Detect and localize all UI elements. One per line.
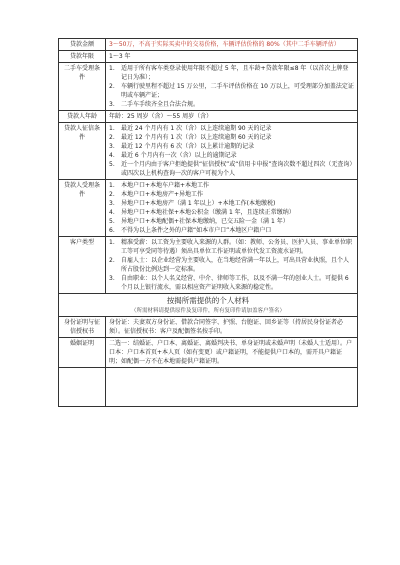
table-row — [59, 111, 358, 123]
list-item — [109, 208, 354, 217]
loan-term-label: 贷款年限 — [59, 51, 106, 63]
list-item — [109, 64, 354, 82]
customer-type-conditions — [106, 237, 358, 294]
item-number: 1. — [109, 65, 115, 72]
age-value: 年龄：25 周岁（含）～55 周岁（含） — [106, 111, 358, 123]
list-item — [109, 133, 354, 142]
list-item — [109, 199, 354, 208]
item-number: 2. — [109, 257, 115, 264]
empty-cell — [106, 368, 358, 407]
item-number: 4. — [109, 209, 115, 216]
item-number: 1. — [109, 182, 115, 189]
materials-section-header — [59, 294, 358, 317]
item-number: 3. — [109, 200, 115, 207]
item-text: 自雇人士：以企业经营为主要收入，在当地经营满一年以上，可出具营业执照，且个人所占股份比例达到一定标准。 — [121, 257, 350, 273]
item-number: 3. — [109, 143, 115, 150]
table-row — [59, 317, 358, 338]
item-text: 最近 12 个月内有 1 次（含）以上连续逾期 60 天的记录 — [121, 134, 272, 141]
list-item — [109, 226, 354, 235]
table-row — [59, 338, 358, 368]
item-text: 近一个月内由于客户拒绝提供“征信授权”或“信用卡申报”查询次数不超过四次（无查询）或四次以上机构查询一次的客户可视为个人 — [121, 161, 353, 177]
list-item — [109, 142, 354, 151]
list-item — [109, 256, 354, 274]
item-number: 2. — [109, 191, 115, 198]
table-row — [59, 123, 358, 180]
loan-amount-value — [106, 39, 358, 51]
list-item — [109, 82, 354, 100]
age-label: 贷款人年龄 — [59, 111, 106, 123]
customer-type-label: 客户类型 — [59, 237, 106, 294]
used-car-conditions — [106, 63, 358, 111]
list-item — [109, 274, 354, 292]
table-row — [59, 294, 358, 317]
list-item — [109, 181, 354, 190]
item-text: 最近 6 个月内有一次（含）以上的逾期记录 — [121, 152, 237, 159]
item-text: 适用于所有客车类登录使用年限不超过 5 年，且车龄+贷款年限≤8 年（以首次上牌登记日为准）； — [121, 65, 349, 81]
item-text: 车辆行驶里程不超过 15 万公里，二手车评估价格在 10 万以上，可受理部分加盖法定证明或车辆产证； — [121, 83, 354, 99]
item-text: 异地户口+本地房产（满 1 年以上）+本地工作(本地缴税) — [121, 200, 276, 207]
table-row — [59, 180, 358, 237]
item-text: 本地户口+本地车户籍+本地工作 — [121, 182, 210, 189]
item-text: 异地户口+本地社保+本地公积金（缴满 1 年，且连续正常缴纳） — [121, 209, 295, 216]
loan-conditions-table — [58, 38, 358, 407]
credit-label: 贷款人征信条件 — [59, 123, 106, 180]
item-number: 2. — [109, 83, 115, 90]
item-number: 6. — [109, 227, 115, 234]
list-item — [109, 190, 354, 199]
marital-label: 婚姻证明 — [59, 338, 106, 368]
item-number: 1. — [109, 239, 115, 246]
item-text: 自由职业：以个人名义经营、中介、律师等工作，以及不满一年的创业人士。可提供 6 个月以上银行流水，需以相应资产证明收入来源的稳定性。 — [121, 275, 349, 291]
identity-label: 身份证明与征信授权书 — [59, 317, 106, 338]
empty-cell — [59, 368, 106, 407]
item-number: 1. — [109, 125, 115, 132]
item-text: 最近 24 个月内有 1 次（含）以上连续逾期 90 天的记录 — [121, 125, 272, 132]
used-car-label: 二手车受理条件 — [59, 63, 106, 111]
list-item — [109, 217, 354, 226]
list-item — [109, 124, 354, 133]
item-text: 本地户口+本地房产+异地工作 — [121, 191, 204, 198]
item-text: 精准受薪：以工资为主要收入来源的人群。（如：教师、公务员、医护人员、事业单位职工等可享受同等待遇）须出具单位工作证明或单位代发工资流水证明。 — [121, 239, 353, 255]
list-item — [109, 238, 354, 256]
materials-title: 按揭所需提供的个人材料 — [166, 296, 250, 305]
item-number: 2. — [109, 134, 115, 141]
item-number: 3. — [109, 101, 115, 108]
list-item — [109, 160, 354, 178]
loan-term-value: 1～3 年 — [106, 51, 358, 63]
item-text: 二手车手续齐全且合法合规。 — [121, 101, 200, 108]
item-number: 3. — [109, 275, 115, 282]
item-text: 不得为以上条件之外的户籍“如本市户口”本地区户籍户口 — [121, 227, 272, 234]
table-row — [59, 39, 358, 51]
table-row — [59, 237, 358, 294]
table-row — [59, 63, 358, 111]
loan-amount-text: 3～50万，不高于实际买卖中的交易价格，车辆评估价格的 80%（其中二手车辆评估） — [109, 41, 340, 48]
item-number: 5. — [109, 161, 115, 168]
identity-value: 身份证：夫妻双方身份证、借款合同签字、护照、台胞证、回乡证等（持居民身份证者必须）。征信授权书：客户及配偶签名按手印。 — [106, 317, 358, 338]
list-item — [109, 100, 354, 109]
credit-conditions — [106, 123, 358, 180]
item-number: 5. — [109, 218, 115, 225]
borrower-label: 贷款人受理条件 — [59, 180, 106, 237]
item-number: 4. — [109, 152, 115, 159]
list-item — [109, 151, 354, 160]
borrower-conditions — [106, 180, 358, 237]
item-text: 最近 12 个月内有 6 次（含）以上累计逾期的记录 — [121, 143, 255, 150]
materials-subtitle: （所需材料请提供原件及复印件，所有复印件请加盖客户签名） — [130, 308, 285, 314]
loan-amount-label: 贷款金额 — [59, 39, 106, 51]
marital-value: 二选一：结婚证、户口本、离婚证、离婚判决书、单身证明或未婚声明（未婚人士适用）。户口本：户口本首页+本人页（如有变更）或户籍证明，不能提供户口本的，需开具户籍证明；如配偶一方不在本地需提供户籍证明。 — [106, 338, 358, 368]
table-row — [59, 51, 358, 63]
item-text: 异地户口+本地配偶+社保本地缴纳，已交五险一金（满 1 年） — [121, 218, 289, 225]
table-row — [59, 368, 358, 407]
